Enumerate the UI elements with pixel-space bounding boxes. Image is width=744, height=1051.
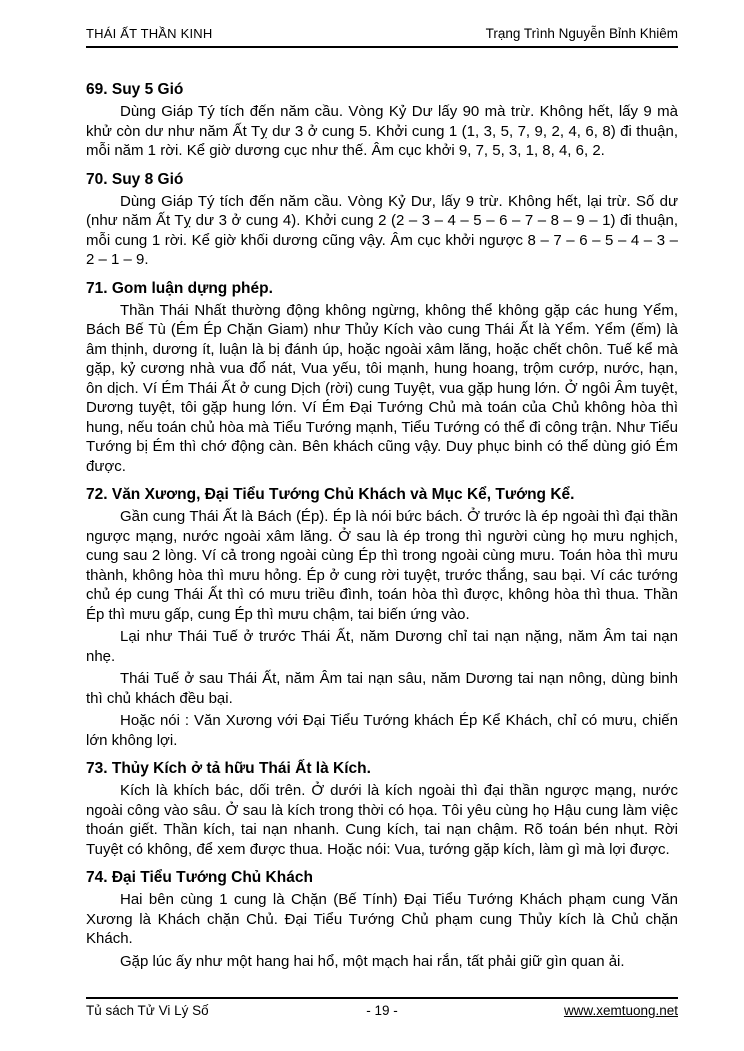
footer-url-link[interactable]: www.xemtuong.net (563, 1003, 678, 1018)
header-author: Trạng Trình Nguyễn Bỉnh Khiêm (485, 26, 678, 41)
paragraph: Lại như Thái Tuế ở trước Thái Ất, năm Dương chỉ tai nạn nặng, năm Âm tai nạn nhẹ. (86, 628, 678, 665)
document-body (86, 80, 678, 994)
page-footer (86, 997, 678, 1018)
paragraph: Thái Tuế ở sau Thái Ất, năm Âm tai nạn sâu, năm Dương tai nạn nông, dùng binh thì chủ khách đều bại. (86, 670, 678, 707)
footer-series: Tủ sách Tử Vi Lý Số (86, 1003, 209, 1018)
paragraph: Kích là khích bác, dối trên. Ở dưới là kích ngoài thì đại thần ngược mạng, nước ngoài công vào sâu. Ở sau là kích trong thời có họa. Tôi yêu cùng họ Hậu cung làm việc thoán giết. Thần kích, tai nạn nhanh. Cung kích, tai nạn chậm. Rõ toán bén nhụt. Rời Tuyệt có không, để xem được thua. Hoặc nói: Vua, tướng gặp kích, làm gì mà lợi được. (86, 782, 678, 858)
document-section (86, 868, 678, 971)
footer-page-number: - 19 - (366, 1003, 398, 1018)
section-heading: 73. Thủy Kích ở tả hữu Thái Ất là Kích. (86, 760, 371, 777)
paragraph: Dùng Giáp Tý tích đến năm cầu. Vòng Kỷ Dư lấy 90 mà trừ. Không hết, lấy 9 mà khử còn dư như năm Ất Tỵ dư 3 ở cung 5. Khởi cung 1 (1, 3, 5, 7, 9, 2, 4, 6, 8) đi thuận, mỗi năm 1 rời. Kể giờ dương cục như thế. Âm cục khởi 9, 7, 5, 3, 1, 8, 4, 6, 2. (86, 103, 678, 159)
paragraph: Gần cung Thái Ất là Bách (Ép). Ép là nói bức bách. Ở trước là ép ngoài thì đại thần ngược mạng, nước ngoài xâm lăng. Ở sau là ép trong thì người cùng họ mưu nghịch, cung sau 2 lòng. Ví cả trong ngoài cùng Ép thì trong ngoài cùng mưu. Toán hòa thì mưu thành, không hòa thì mưu hỏng. Ép ở cung rời tuyệt, trước thắng, sau bại. Ví các tướng chủ ép cung Thái Ất thì có mưu triều đình, toán hòa thì được, không hòa thì thua. Thần Ép thì mưu gấp, cung Ép thì mưu chậm, tai biến ứng vào. (86, 508, 678, 623)
section-heading: 69. Suy 5 Gió (86, 81, 184, 98)
page-header (86, 26, 678, 48)
section-paragraphs (86, 102, 678, 161)
document-section (86, 80, 678, 161)
section-heading: 70. Suy 8 Gió (86, 170, 184, 188)
document-section (86, 485, 678, 750)
section-heading: 71. Gom luận dựng phép. (86, 279, 273, 297)
paragraph: Gặp lúc ấy như một hang hai hổ, một mạch hai rắn, tất phải giữ gìn quan ải. (120, 952, 625, 970)
section-heading: 74. Đại Tiểu Tướng Chủ Khách (86, 869, 313, 886)
paragraph: Dùng Giáp Tý tích đến năm cầu. Vòng Kỷ Dư, lấy 9 trừ. Không hết, lại trừ. Số dư (như năm Ất Tỵ dư 3 ở cung 4). Khởi cung 2 (2 – 3 – 4 – 5 – 6 – 7 – 8 – 9 – 1) đi thuận, mỗi cung 1 rời. Kể giờ khối dương cũng vậy. Âm cục khởi ngược 8 – 7 – 6 – 5 – 4 – 3 – 2 – 1 – 9. (86, 192, 678, 268)
document-section (86, 759, 678, 859)
paragraph: Hai bên cùng 1 cung là Chặn (Bế Tính) Đại Tiểu Tướng Khách phạm cung Văn Xương là Khách chặn Chủ. Đại Tiểu Tướng Chủ phạm cung Thủy kích là Chủ chặn Khách. (86, 891, 678, 947)
header-title: THÁI ẤT THẦN KINH (86, 26, 213, 41)
section-paragraphs (86, 507, 678, 750)
section-paragraphs (86, 890, 678, 971)
section-paragraphs (86, 192, 678, 270)
section-paragraphs (86, 781, 678, 859)
paragraph: Thần Thái Nhất thường động không ngừng, không thể không gặp các hung Yểm, Bách Bế Tù (Ém Ép Chặn Giam) như Thủy Kích vào cung Thái Ất là Yểm. Yểm (ếm) là âm thịnh, dương ít, luận là bị đánh úp, hoặc ngoài xâm lăng, hoặc chết chôn. Tuế kể mà gặp, kỷ cương nhà vua đổ nát, Vua yếu, tôi mạnh, hung hoang, trộm cướp, nước, hạn, ôn dịch. Ví Ém Thái Ất ở cung Dịch (rời) cung Tuyệt, vua gặp hung lớn. Ở ngôi Âm tuyệt, Dương tuyệt, tôi gặp hung lớn. Ví Ém Đại Tướng Chủ mà toán của Chủ không hòa thì hung, nếu toán chủ hòa mà Tiểu Tướng mạnh, Tiểu Tướng có thể đi công trận. Như Tiểu Tướng bị Ém thì chớ động càn. Bên khách cũng vậy. Duy phục binh có thể dùng gió Ém được. (86, 301, 678, 475)
section-paragraphs (86, 301, 678, 477)
paragraph: Hoặc nói : Văn Xương với Đại Tiểu Tướng khách Ép Kể Khách, chỉ có mưu, chiến lớn không lợi. (86, 712, 678, 749)
section-heading: 72. Văn Xương, Đại Tiểu Tướng Chủ Khách và Mục Kể, Tướng Kể. (86, 486, 575, 503)
document-section (86, 279, 678, 477)
document-section (86, 170, 678, 270)
